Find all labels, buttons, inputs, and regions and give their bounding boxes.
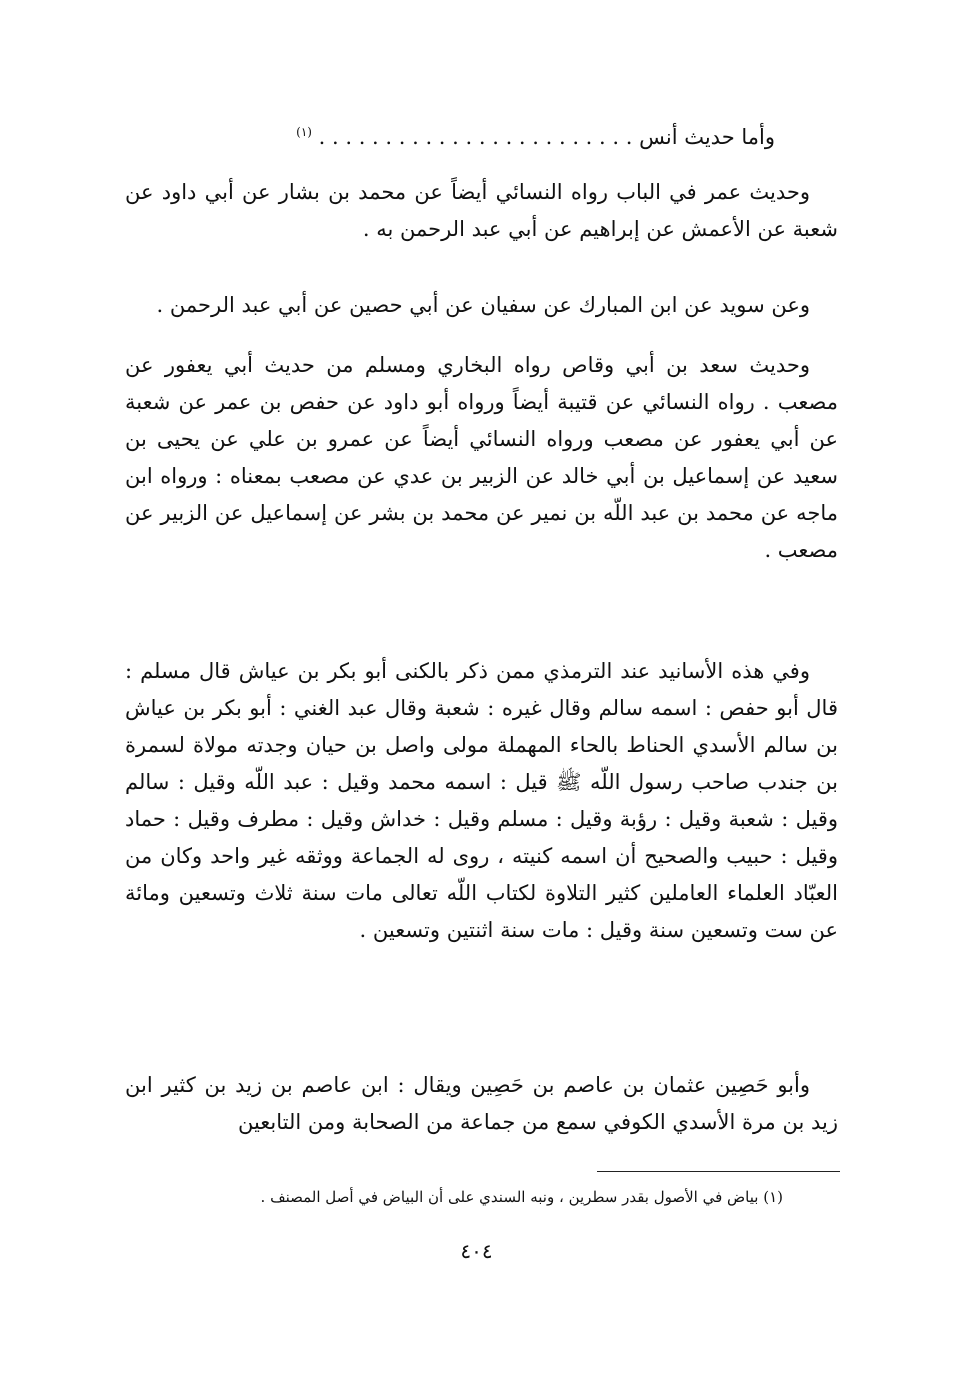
- paragraph: وحديث سعد بن أبي وقاص رواه البخاري ومسلم من حديث أبي يعفور عن مصعب . رواه النسائي عن قتيبة أيضاً ورواه أبو داود عن حفص بن عمر عن شعبة عن أبي يعفور عن مصعب ورواه النسائي أيضاً عن عمرو بن علي عن يحيى بن سعيد عن إسماعيل بن أبي خالد عن الزبير بن عدي عن مصعب بمعناه : ورواه ابن ماجه عن محمد بن عبد اللّه بن نمير عن محمد بن بشر عن إسماعيل عن الزبير عن مصعب .: [125, 353, 838, 562]
- section-heading-line: [296, 112, 775, 157]
- page-number: ٤٠٤: [460, 1239, 493, 1263]
- footnote-reference: (١): [296, 125, 312, 139]
- footnote: (١) بياض في الأصول بقدر سطرين ، ونبه السندي على أن البياض في أصل المصنف .: [260, 1188, 783, 1206]
- paragraph: وحديث عمر في الباب رواه النسائي أيضاً عن محمد بن بشار عن أبي داود عن شعبة عن الأعمش عن إبراهيم عن أبي عبد الرحمن به .: [125, 180, 838, 241]
- paragraph-block-3: [125, 347, 838, 569]
- paragraph: وأبو حَصِين عثمان بن عاصم بن حَصِين ويقال : ابن عاصم بن زيد بن كثير ابن زيد بن مرة الأسدي الكوفي سمع من جماعة من الصحابة ومن التابعين: [125, 1073, 838, 1134]
- paragraph-block-4: [125, 653, 838, 949]
- footnote-divider: [597, 1171, 840, 1172]
- paragraph: وفي هذه الأسانيد عند الترمذي ممن ذكر بالكنى أبو بكر بن عياش قال مسلم : قال أبو حفص : اسمه سالم وقال غيره : شعبة وقال عبد الغني : أبو بكر بن عياش بن سالم الأسدي الحناط بالحاء المهملة مولى واصل بن حيان وجدته مولاة لسمرة بن جندب صاحب رسول اللّه ﷺ قيل : اسمه محمد وقيل : عبد اللّه وقيل : سالم وقيل : شعبة وقيل : رؤبة وقيل : مسلم وقيل : خداش وقيل : مطرف وقيل : حماد وقيل : حبيب والصحيح أن اسمه كنيته ، روى له الجماعة ووثقه غير واحد وكان من العبّاد العلماء العاملين كثير التلاوة لكتاب اللّه تعالى مات سنة ثلاث وتسعين ومائة عن ست وتسعين سنة وقيل : مات سنة اثنتين وتسعين .: [125, 659, 838, 942]
- section-heading: وأما حديث أنس: [639, 125, 775, 149]
- paragraph-block-1: [125, 174, 838, 248]
- paragraph-block-2: [125, 287, 838, 324]
- paragraph: وعن سويد عن ابن المبارك عن سفيان عن أبي حصين عن أبي عبد الرحمن .: [156, 293, 810, 317]
- ellipsis-dots: . . . . . . . . . . . . . . . . . . . . . . . .: [318, 125, 633, 149]
- paragraph-block-5: [125, 1067, 838, 1141]
